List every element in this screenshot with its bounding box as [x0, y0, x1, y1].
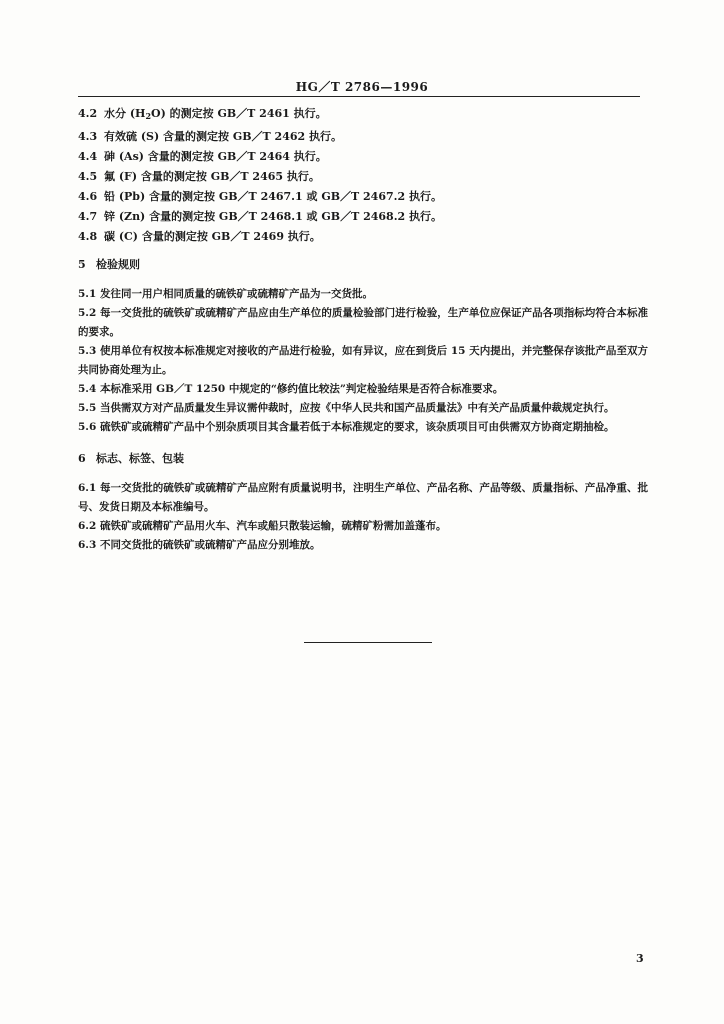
- clause-6-2: [78, 517, 648, 536]
- page-content: [78, 107, 648, 555]
- clause-text: 有效硫 (S) 含量的测定按 GB／T 2462 执行。: [104, 130, 342, 143]
- clause-text: 氟 (F) 含量的测定按 GB／T 2465 执行。: [104, 170, 320, 183]
- clause-4-5: [78, 170, 648, 183]
- clause-5-4: [78, 380, 648, 399]
- clause-text: 每一交货批的硫铁矿或硫精矿产品应附有质量说明书，注明生产单位、产品名称、产品等级、质量指标、产品净重、批号、发货日期及本标准编号。: [78, 482, 648, 513]
- clause-5-5: [78, 399, 648, 418]
- header-rule: [78, 96, 640, 97]
- clause-4-6: [78, 190, 648, 203]
- clause-number: 5.2: [78, 307, 97, 319]
- clause-text: 锌 (Zn) 含量的测定按 GB／T 2468.1 或 GB／T 2468.2 执行。: [104, 210, 443, 223]
- clause-4-3: [78, 130, 648, 143]
- standard-number-header: HG／T 2786—1996: [295, 80, 429, 94]
- clause-text: 铅 (Pb) 含量的测定按 GB／T 2467.1 或 GB／T 2467.2 执行。: [104, 190, 442, 203]
- clause-number: 5.5: [78, 402, 97, 414]
- clause-text: 硫铁矿或硫精矿产品中个别杂质项目其含量若低于本标准规定的要求，该杂质项目可由供需双方协商定期抽检。: [100, 421, 615, 433]
- clause-number: 4.2: [78, 107, 98, 120]
- clause-text: 碳 (C) 含量的测定按 GB／T 2469 执行。: [104, 230, 321, 243]
- clause-4-4: [78, 150, 648, 163]
- clause-number: 5.1: [78, 288, 97, 300]
- clause-text: 砷 (As) 含量的测定按 GB／T 2464 执行。: [104, 150, 327, 163]
- clause-number: 4.3: [78, 130, 98, 143]
- clause-5-3: [78, 342, 648, 380]
- section-heading-5: [78, 256, 648, 272]
- clause-text-end: O) 的测定按 GB／T 2461 执行。: [151, 107, 327, 120]
- clause-4-8: [78, 230, 648, 243]
- subscript: 2: [145, 111, 152, 121]
- clause-number: 4.7: [78, 210, 98, 223]
- clause-6-3: [78, 536, 648, 555]
- section-heading-6: [78, 450, 648, 466]
- section-title: 检验规则: [96, 258, 140, 271]
- clause-text: 使用单位有权按本标准规定对接收的产品进行检验，如有异议，应在到货后 15 天内提出，并完整保存该批产品至双方共同协商处理为止。: [78, 345, 648, 376]
- page-number: 3: [636, 952, 644, 965]
- clause-number: 5.3: [78, 345, 97, 357]
- clause-number: 6.3: [78, 539, 97, 551]
- clause-number: 5.6: [78, 421, 97, 433]
- clause-5-2: [78, 304, 648, 342]
- section-title: 标志、标签、包装: [96, 452, 184, 465]
- clause-text: 发往同一用户相同质量的硫铁矿或硫精矿产品为一交货批。: [100, 288, 373, 300]
- clause-number: 6.1: [78, 482, 97, 494]
- clause-4-7: [78, 210, 648, 223]
- clause-text-start: 水分 (H: [104, 107, 146, 120]
- clause-text: 本标准采用 GB／T 1250 中规定的“修约值比较法”判定检验结果是否符合标准要求。: [100, 383, 504, 395]
- clause-number: 4.4: [78, 150, 98, 163]
- clause-text: 每一交货批的硫铁矿或硫精矿产品应由生产单位的质量检验部门进行检验，生产单位应保证产品各项指标均符合本标准的要求。: [78, 307, 648, 338]
- clause-text: 不同交货批的硫铁矿或硫精矿产品应分别堆放。: [100, 539, 321, 551]
- clause-text: 硫铁矿或硫精矿产品用火车、汽车或船只散装运输，硫精矿粉需加盖蓬布。: [100, 520, 447, 532]
- clause-number: 5.4: [78, 383, 97, 395]
- clause-5-6: [78, 418, 648, 437]
- clause-number: 4.5: [78, 170, 98, 183]
- clause-number: 4.8: [78, 230, 98, 243]
- clause-5-1: [78, 285, 648, 304]
- clause-6-1: [78, 479, 648, 517]
- clause-number: 6.2: [78, 520, 97, 532]
- clause-4-2: [78, 107, 648, 123]
- section-number: 5: [78, 258, 86, 271]
- end-rule: [304, 642, 432, 643]
- clause-text: 当供需双方对产品质量发生异议需仲裁时，应按《中华人民共和国产品质量法》中有关产品质量仲裁规定执行。: [100, 402, 615, 414]
- clause-number: 4.6: [78, 190, 98, 203]
- section-number: 6: [78, 452, 86, 465]
